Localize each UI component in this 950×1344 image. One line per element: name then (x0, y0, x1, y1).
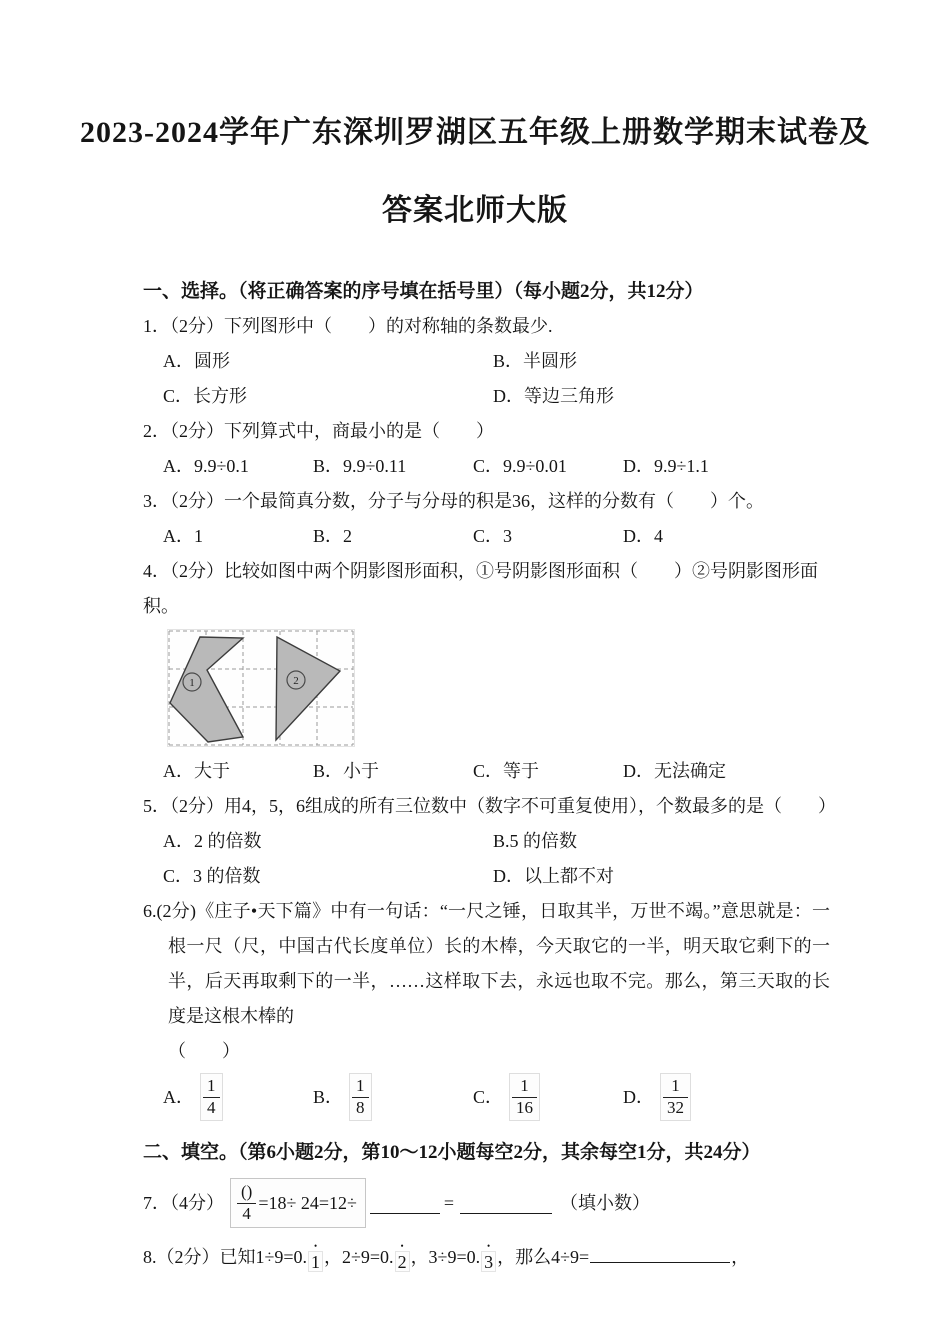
exam-body (143, 274, 836, 1275)
q4-option-b: B．小于 (313, 761, 380, 781)
question-8-text-part4: ，那么4÷9= (497, 1247, 590, 1267)
question-7-blank-2 (460, 1192, 552, 1214)
q6-option-a (163, 1073, 313, 1121)
question-1-options-row1 (143, 344, 830, 379)
q3-option-c: C．3 (473, 526, 513, 546)
shaded-shape-1 (170, 637, 243, 742)
question-7-number: 7．（4分） (143, 1192, 224, 1213)
question-5-options-row1 (143, 824, 830, 859)
question-7-blank-1 (370, 1192, 440, 1214)
q3-option-b: B．2 (313, 526, 353, 546)
q6-option-a-letter: A． (163, 1086, 194, 1107)
q6-option-c (473, 1073, 623, 1121)
question-8-blank (590, 1241, 730, 1263)
q1-option-b: B．半圆形 (493, 351, 578, 371)
question-7-equation-box (230, 1178, 366, 1228)
question-6-answer-bracket: （ ） (168, 1041, 240, 1061)
q5-option-a: A．2 的倍数 (163, 831, 262, 851)
question-8-text-part2: ，2÷9=0. (324, 1247, 394, 1267)
q5-option-c: C．3 的倍数 (163, 866, 261, 886)
q1-option-d: D．等边三角形 (493, 386, 614, 406)
question-5-options-row2 (143, 859, 830, 894)
fraction-1-4: $\frac{1}{4}$ (200, 1073, 223, 1121)
question-4-text: 4．（2分）比较如图中两个阴影图形面积，①号阴影图形面积（ ）②号阴影图形面积。 (143, 561, 818, 616)
question-8-trailing-comma: ， (731, 1247, 750, 1267)
question-5-text: 5．（2分）用4，5，6组成的所有三位数中（数字不可重复使用），个数最多的是（ ） (143, 796, 836, 816)
question-8-text-part1: 8.（2分）已知1÷9=0. (143, 1247, 308, 1267)
question-7 (143, 1170, 830, 1236)
q1-option-a: A．圆形 (163, 351, 230, 371)
question-6 (143, 894, 830, 1069)
fraction-1-8: $\frac{1}{8}$ (349, 1073, 372, 1121)
question-7-equation: =18÷ 24=12÷ (258, 1192, 357, 1213)
question-8 (143, 1240, 830, 1275)
q2-option-a: A．9.9÷0.1 (163, 456, 249, 476)
section-choice-heading: 一、选择。（将正确答案的序号填在括号里）（每小题2分，共12分） (143, 281, 704, 302)
q2-option-b: B．9.9÷0.11 (313, 456, 407, 476)
shaded-shape-2 (276, 637, 340, 740)
exam-title-line1: 2023-2024学年广东深圳罗湖区五年级上册数学期末试卷及 (80, 116, 870, 149)
svg-text:1: 1 (189, 677, 195, 689)
fraction-blank-4: $\frac{()}{4}$ (237, 1182, 256, 1224)
question-6-options (143, 1069, 830, 1125)
question-4-options (143, 754, 830, 789)
area-comparison-figure (168, 630, 354, 746)
question-6-text: 6.(2分)《庄子•天下篇》中有一句话：“一尺之锤，日取其半，万世不竭。”意思就是：一根一尺（尺，中国古代长度单位）长的木棒，今天取它的一半，明天取它剩下的一半，后天再取剩下的一半，……这样取下去，永远也取不完。那么，第三天取的长度是这根木棒的 (143, 901, 830, 1026)
exam-title-line2: 答案北师大版 (382, 194, 568, 227)
q6-option-d (623, 1073, 830, 1121)
question-1-text: 1．（2分）下列图形中（ ）的对称轴的条数最少. (143, 316, 553, 336)
q6-option-d-letter: D． (623, 1086, 654, 1107)
question-1-options-row2 (143, 379, 830, 414)
q6-option-b (313, 1073, 473, 1121)
q5-option-d: D．以上都不对 (493, 866, 614, 886)
q2-option-c: C．9.9÷0.01 (473, 456, 567, 476)
fraction-1-16: $\frac{1}{16}$ (509, 1073, 540, 1121)
question-7-equals: = (443, 1192, 455, 1213)
fraction-1-32: $\frac{1}{32}$ (660, 1073, 691, 1121)
svg-text:2: 2 (293, 675, 299, 687)
section-fill-heading: 二、填空。（第6小题2分，第10～12小题每空2分，其余每空1分，共24分） (143, 1142, 761, 1163)
q1-option-c: C．长方形 (163, 386, 248, 406)
question-8-text-part3: ，3÷9=0. (410, 1247, 481, 1267)
q4-option-c: C．等于 (473, 761, 540, 781)
question-2-options (143, 449, 830, 484)
question-3-options (143, 519, 830, 554)
repeating-digit-2: • 2 (395, 1251, 410, 1272)
q5-option-b: B.5 的倍数 (493, 831, 578, 851)
question-7-hint: （填小数） (560, 1192, 651, 1213)
q6-option-b-letter: B． (313, 1086, 344, 1107)
q3-option-a: A．1 (163, 526, 203, 546)
repeating-digit-3: • 3 (481, 1251, 496, 1272)
q3-option-d: D．4 (623, 526, 663, 546)
q6-option-c-letter: C． (473, 1086, 504, 1107)
question-2-text: 2．（2分）下列算式中，商最小的是（ ） (143, 421, 494, 441)
q4-option-d: D．无法确定 (623, 761, 726, 781)
question-3-text: 3．（2分）一个最简真分数，分子与分母的积是36，这样的分数有（ ）个。 (143, 491, 764, 511)
exam-title (0, 0, 950, 232)
q2-option-d: D．9.9÷1.1 (623, 456, 709, 476)
q4-option-a: A．大于 (163, 761, 230, 781)
repeating-digit-1: • 1 (308, 1251, 323, 1272)
